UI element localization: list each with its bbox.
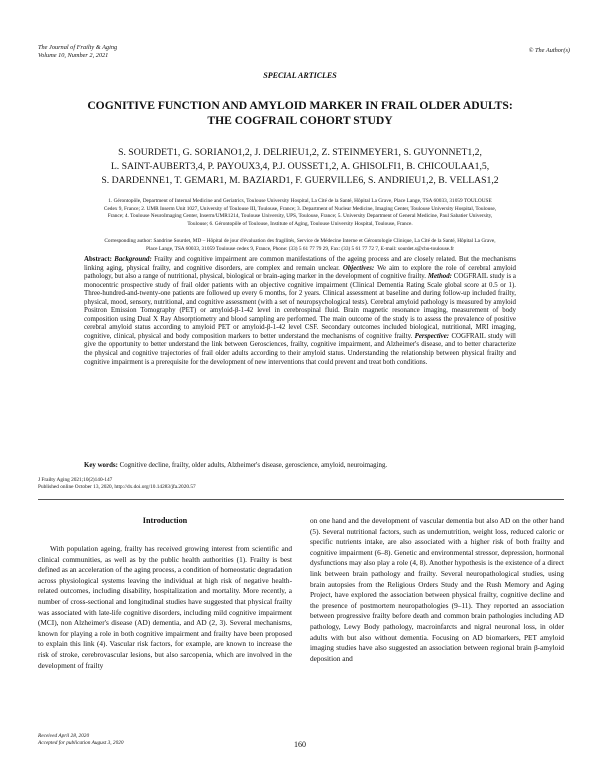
rights-notice: © The Author(s) [528,47,570,54]
page-number: 160 [294,740,306,749]
keywords [84,462,516,469]
abstract-objectives: We aim to explore the role of cerebral amyloid pathology, but also a range of nutritional, physical, biological or brain-aging marker in the development of cognitive frailty. [84,264,516,281]
author-line: L. SAINT-AUBERT3,4, P. PAYOUX3,4, P.J. OUSSET1,2, A. GHISOLFI1, B. CHICOULAA1,5, [110,161,490,173]
corresponding-line: Place Lange, TSA 60033, 31059 Toulouse cedex 9, France, Phone: (33) 5 61 77 79 29, Fax: (33) 5 61 77 72 7, E-mail: sourdet.s@chu-toulouse.fr [146,245,454,252]
affiliations [36,198,564,229]
affiliation-line: Cedex 9, France; 2. UMR Inserm Unit 1027, University of Toulouse III, Toulouse, France; 3. Department of Nuclear Medicine, Imaging Center, Toulouse University Hospital, Toulouse, [103,205,497,212]
corresponding-author [36,238,564,253]
abstract [84,256,516,367]
title-line-1: COGNITIVE FUNCTION AND AMYLOID MARKER IN FRAIL OLDER ADULTS: [87,99,513,112]
intro-heading: Introduction [142,516,188,525]
title-line-2: THE COGFRAIL COHORT STUDY [207,114,393,127]
method-label: Method: [427,273,452,281]
article-title [30,98,570,128]
abstract-label: Abstract: [84,256,112,263]
perspective-label: Perspective: [414,332,450,340]
affiliation-line: France; 4. Toulouse NeuroImaging Center, Inserm/UMR1214, Toulouse University, UPS, Toulouse, France; 5. University Department of General Medicine, Paul Sabatier University, [107,213,493,220]
received-date: Received April 28, 2020 [38,733,90,739]
author-line: S. SOURDET1, G. SORIANO1,2, J. DELRIEU1,2, Z. STEINMEYER1, S. GUYONNET1,2, [118,147,482,158]
journal-volume: Volume 10, Number 2, 2021 [38,52,109,59]
objectives-label: Objectives: [342,264,375,272]
journal-name: The Journal of Frailty & Aging [38,44,118,51]
background-label: Background: [114,256,152,263]
body-paragraph: With population ageing, frailty has received growing interest from scientific and clinical communities, as well as by the public health authorities (1). Frailty is best defined as an acceleration of the aging process, a condition of homeostatic degradation across physiological systems leaving the individual at high risk of negative health-related outcomes, including disability, hospitalization and mortality. More recently, a number of cross-sectional and longitudinal studies have suggested that physical frailty was associated with late-life cognitive disorders, including mild cognitive impairment (MCI), non Alzheimer's disease (AD) dementia, and AD (2, 3). Several mechanisms, known for playing a role in both cognitive impairment and frailty have been proposed to explain this link (4). Vascular risk factors, for example, are known to increase the risk of stroke, cerebrovascular lesions, but also sarcopenia, which are involved in the development of frailty [38,544,292,670]
abstract-background: Frailty and cognitive impairment are common manifestations of the ageing process and are closely related. But the mechanisms linking aging, physical frailty, and cognitive disorders, are complex and remain unclear. [84,256,516,272]
keywords-label: Key words: [84,462,118,469]
body-paragraph: on one hand and the development of vascular dementia but also AD on the other hand (5). Several nutritional factors, such as undernutrition, weight loss, reduced caloric or specific nutrients intake, are also associated with a higher risk of both frailty and cognitive impairment (6–8). Genetic and environmental stressor, depression, hormonal dysfunctions may also play a role (4, 8). Another hypothesis is the existence of a direct link between brain pathology and frailty. Several neuropathological studies, using brain autopsies from the Religious Orders Study and the Rush Memory and Aging Project, have explored the association between physical frailty, cognitive decline and the presence of postmortem neuropathologies (9–11). They reported an association between progressive frailty before death and common brain pathologies including AD pathology, Lewy Body pathology, macroinfarcts and nigral neuronal loss, in older adults with but also without dementia. Focusing on AD biomarkers, PET amyloid imaging studies have also suggested an association between regional brain β-amyloid deposition and [310,516,564,663]
abstract-method: COGFRAIL study is a monocentric prospective study of frail older patients with an objective cognitive impairment (Clinical Dementia Rating Scale global score at 0.5 or 1). Three-hundred-and-twenty-one patients are followed up every 6 months, for 2 years. Clinical assessment at baseline and during follow-up included frailty, physical, mood, sensory, nutritional, and cognitive assessment (with a set of neuropsychological tests). Cerebral amyloid pathology is measured by amyloid Positron Emission Tomography (PET) or amyloid-β-1-42 level in cerebrospinal fluid. Brain magnetic resonance imaging, measurement of body composition using Dual X Ray Absorptiometry and blood sampling are performed. The main outcome of the study is to assess the prevalence of positive cerebral amyloid status according to amyloid PET or amyloid-β-1-42 level CSF. Secondary outcomes included biological, nutritional, MRI imaging, cognitive, clinical, physical and body composition markers to better understand the mechanisms of cognitive frailty. [84,273,516,340]
accepted-date: Accepted for publication August 3, 2020 [38,740,124,746]
abstract-perspective: COGFRAIL study will give the opportunity to better understand the link between Gerosciences, frailty, cognitive impairment, and Alzheimer's disease, and to better characterize the physical and cognitive trajectories of frail older adults according to their amyloid status. Understanding the relationship between physical frailty and cognitive impairment is a prerequisite for the development of new interventions that could prevent and treat both conditions. [84,332,516,366]
affiliation-line: 1. Gérontopôle, Department of Internal Medicine and Geriatrics, Toulouse University Hospital, La Cité de la Santé, Hôpital La Grave, Place Lange, TSA 60033, 31059 TOULOUSE [108,198,492,204]
section-label: SPECIAL ARTICLES [263,71,337,80]
corresponding-line: Corresponding author: Sandrine Sourdet, MD – Hôpital de jour d'évaluation des fragilités, Service de Médecine Interne et Gérontologie Clinique, La Cité de la Santé, Hôpital La Grave, [104,238,496,244]
publication-meta [38,477,196,491]
journal-header [38,44,117,60]
citation: J Frailty Aging 2021;10(2)140-147 [38,477,113,483]
column-left [38,544,292,671]
author-list [30,146,570,189]
author-line: S. DARDENNE1, T. GEMAR1, M. BAZIARD1, F. GUERVILLE6, S. ANDRIEU1,2, B. VELLAS1,2 [101,175,499,187]
keywords-text: Cognitive decline, frailty, older adults, Alzheimer's disease, geroscience, amyloid, neuroimaging. [119,462,388,469]
divider [38,499,564,500]
published-online: Published online October 13, 2020, http://dx.doi.org/10.14283/jfa.2020.57 [38,484,196,490]
affiliation-line: Toulouse; 6. Gérontopôle of Toulouse, Institute of Aging, Toulouse University Hospital, Toulouse, France. [187,221,413,228]
column-right [310,516,564,664]
